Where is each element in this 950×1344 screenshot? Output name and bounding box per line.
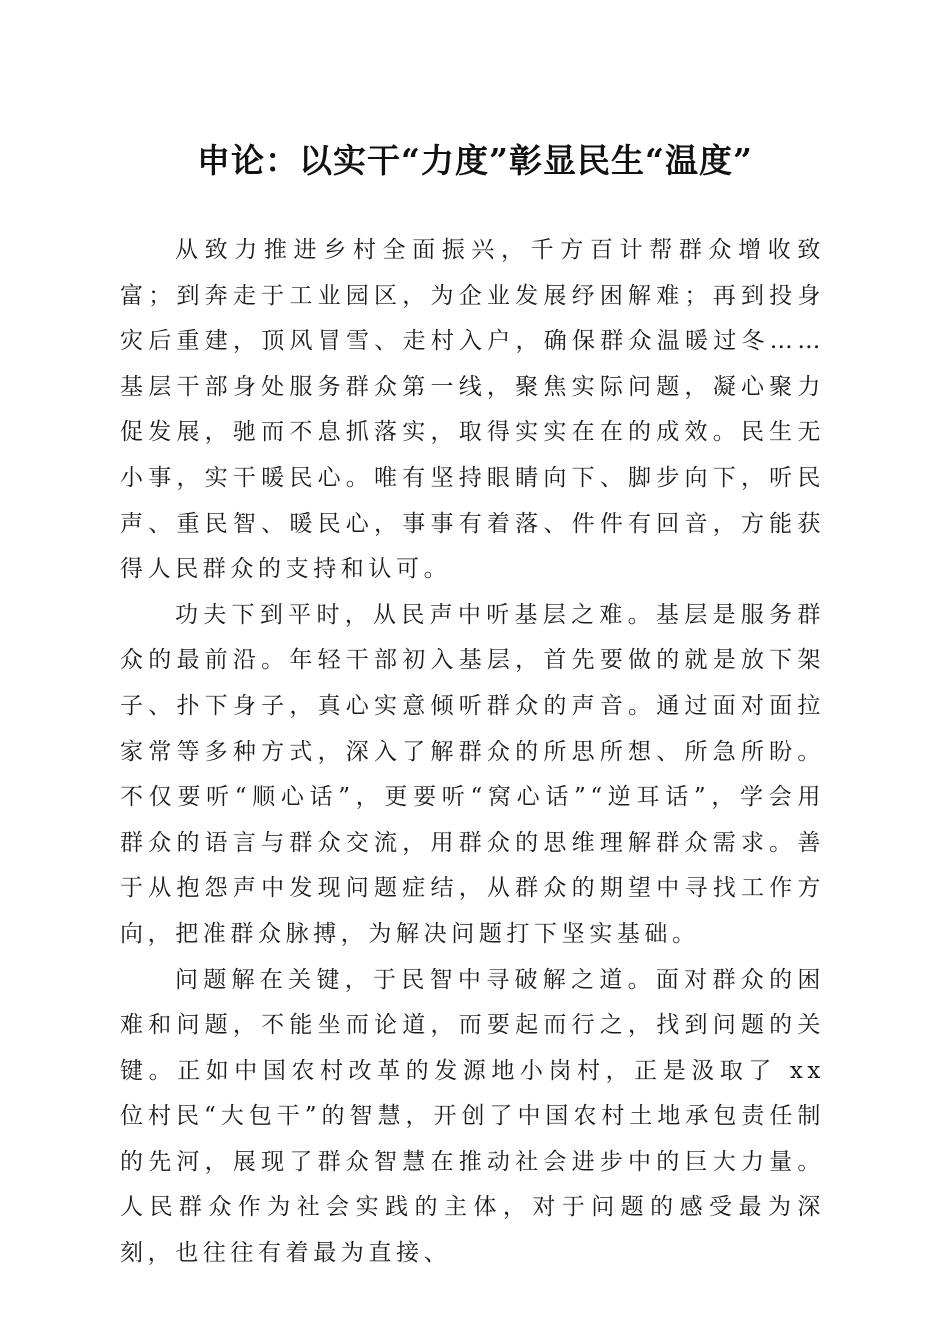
paragraph: 问题解在关键，于民智中寻破解之道。面对群众的困难和问题，不能坐而论道，而要起而行之，找到问题的关键。正如中国农村改革的发源地小岗村，正是汲取了 xx 位村民“大包干”的智慧，开创了中国农村土地承包责任制的先河，展现了群众智慧在推动社会进步中的巨大力量。人民群众作为社会实践的主体，对于问题的感受最为深刻，也往往有着最为直接、 bbox=[120, 966, 825, 1267]
paragraph: 从致力推进乡村全面振兴，千方百计帮群众增收致富；到奔走于工业园区，为企业发展纾困解难；再到投身灾后重建，顶风冒雪、走村入户，确保群众温暖过冬……基层干部身处服务群众第一线，聚焦实际问题，凝心聚力促发展，驰而不息抓落实，取得实实在在的成效。民生无小事，实干暖民心。唯有坚持眼睛向下、脚步向下，听民声、重民智、暖民心，事事有着落、件件有回音，方能获得人民群众的支持和认可。 bbox=[120, 237, 825, 583]
document-body bbox=[120, 228, 825, 1277]
paragraph: 功夫下到平时，从民声中听基层之难。基层是服务群众的最前沿。年轻干部初入基层，首先要做的就是放下架子、扑下身子，真心实意倾听群众的声音。通过面对面拉家常等多种方式，深入了解群众的所思所想、所急所盼。不仅要听“顺心话”，更要听“窝心话”“逆耳话”，学会用群众的语言与群众交流，用群众的思维理解群众需求。善于从抱怨声中发现问题症结，从群众的期望中寻找工作方向，把准群众脉搏，为解决问题打下坚实基础。 bbox=[120, 601, 825, 947]
document-title: 申论：以实干“力度”彰显民生“温度” bbox=[197, 141, 753, 180]
